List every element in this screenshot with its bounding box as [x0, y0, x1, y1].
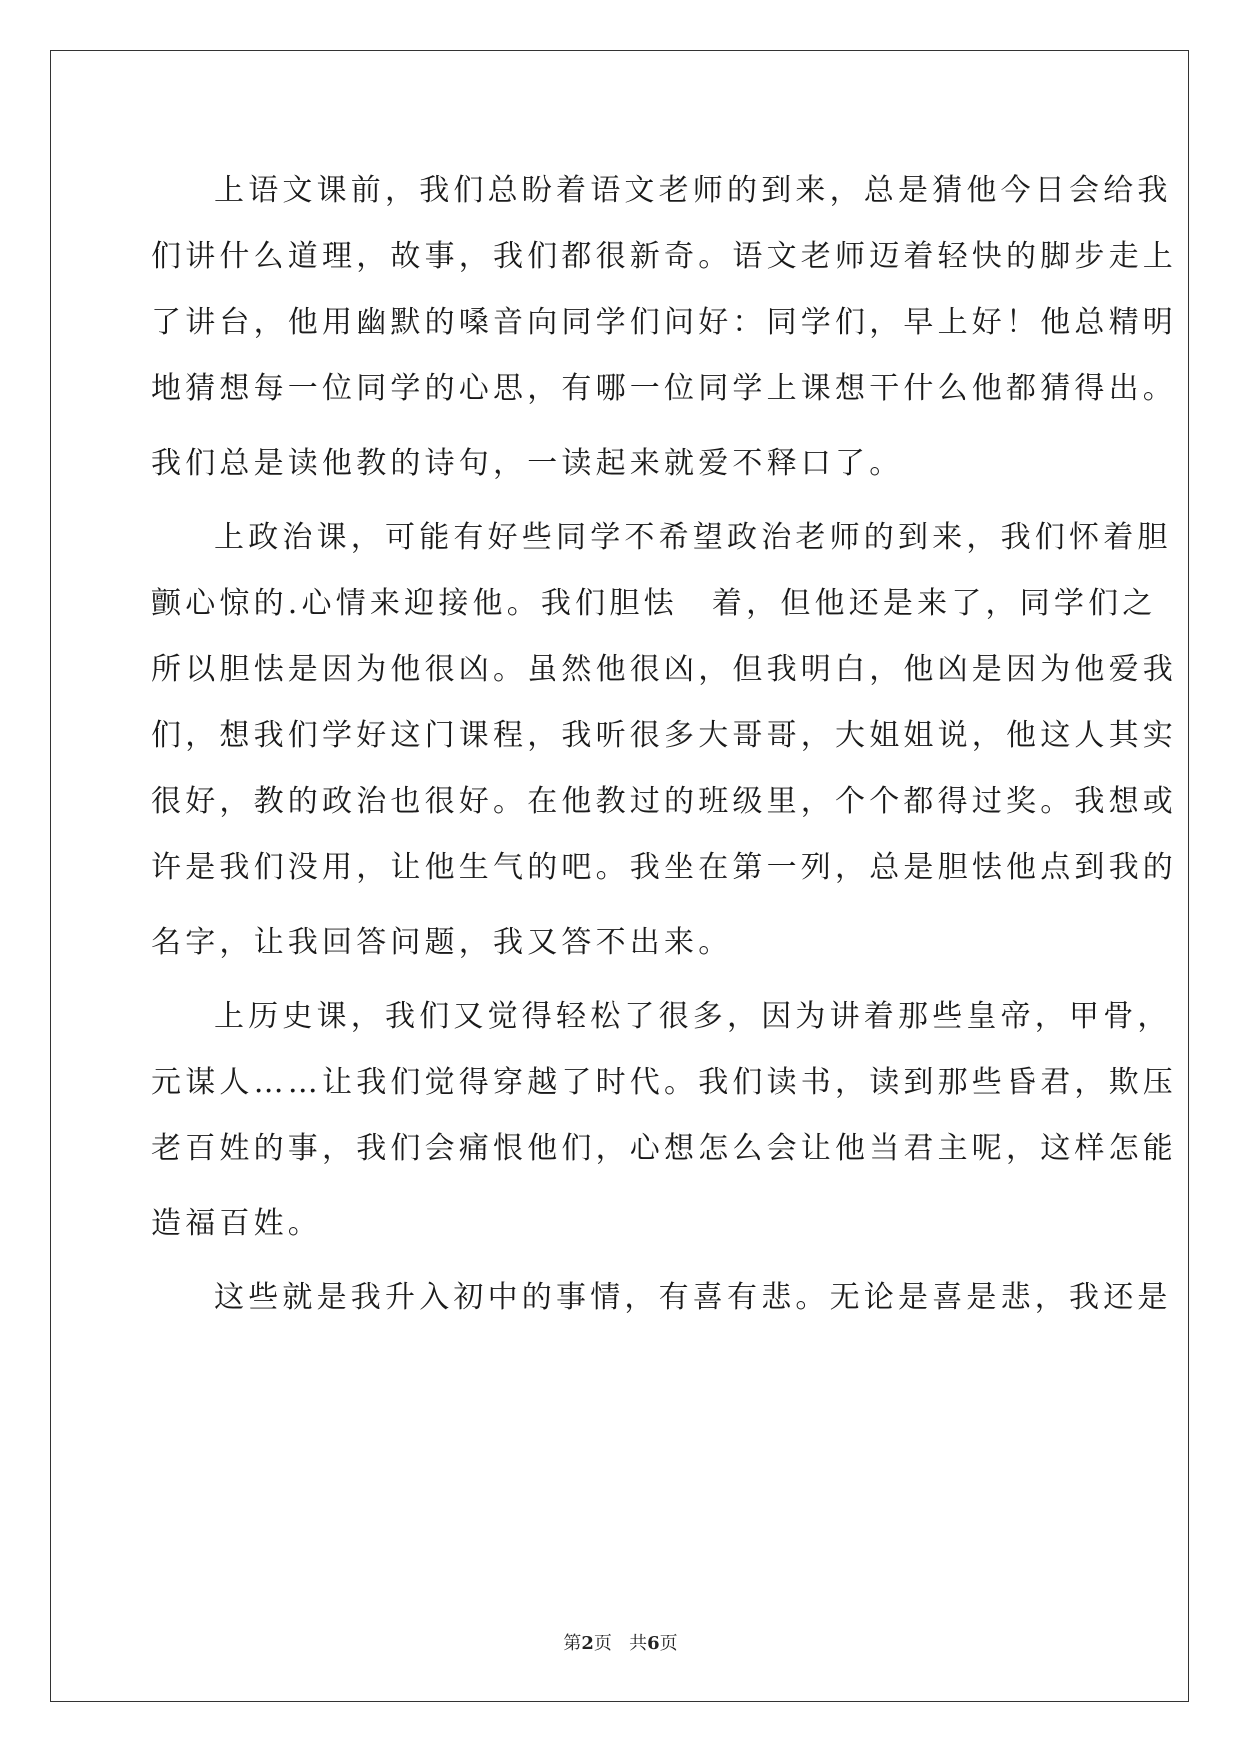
page-footer: [0, 1629, 1241, 1655]
footer-total-word: 页: [659, 1633, 678, 1654]
paragraph-2-line-4: 们，想我们学好这门课程，我听很多大哥哥，大姐姐说，他这人其实: [151, 718, 1177, 753]
paragraph-3-line-3: 老百姓的事，我们会痛恨他们，心想怎么会让他当君主呢，这样怎能: [151, 1131, 1177, 1166]
paragraph-1-line-5: 我们总是读他教的诗句，一读起来就爱不释口了。: [151, 446, 904, 481]
paragraph-1-line-4: 地猜想每一位同学的心思，有哪一位同学上课想干什么他都猜得出。: [151, 371, 1177, 406]
paragraph-2-line-6: 许是我们没用，让他生气的吧。我坐在第一列，总是胆怯他点到我的: [151, 850, 1177, 885]
paragraph-3-line-4: 造福百姓。: [151, 1206, 322, 1241]
total-pages-number: 6: [647, 1633, 660, 1654]
paragraph-2-line-1: 上政治课，可能有好些同学不希望政治老师的到来，我们怀着胆: [214, 520, 1172, 555]
paragraph-2-line-2: 颤心惊的.心情来迎接他。我们胆怯 着，但他还是来了，同学们之: [151, 586, 1157, 621]
paragraph-2-line-3: 所以胆怯是因为他很凶。虽然他很凶，但我明白，他凶是因为他爱我: [151, 652, 1177, 687]
document-body: [151, 158, 1177, 1331]
paragraph-4-line-1: 这些就是我升入初中的事情，有喜有悲。无论是喜是悲，我还是: [214, 1280, 1172, 1315]
paragraph-3-line-2: 元谋人……让我们觉得穿越了时代。我们读书，读到那些昏君，欺压: [151, 1065, 1177, 1100]
paragraph-3-line-1: 上历史课，我们又觉得轻松了很多，因为讲着那些皇帝，甲骨，: [214, 999, 1172, 1034]
current-page-number: 2: [581, 1633, 594, 1654]
paragraph-2-line-5: 很好，教的政治也很好。在他教过的班级里，个个都得过奖。我想或: [151, 784, 1177, 819]
footer-page-word: 页: [593, 1633, 612, 1654]
paragraph-1-line-1: 上语文课前，我们总盼着语文老师的到来，总是猜他今日会给我: [214, 173, 1172, 208]
footer-total-prefix: 共: [629, 1633, 648, 1654]
footer-prefix: 第: [563, 1633, 582, 1654]
paragraph-2-line-7: 名字，让我回答问题，我又答不出来。: [151, 925, 733, 960]
paragraph-1-line-2: 们讲什么道理，故事，我们都很新奇。语文老师迈着轻快的脚步走上: [151, 239, 1177, 274]
paragraph-1-line-3: 了讲台，他用幽默的嗓音向同学们问好：同学们，早上好！他总精明: [151, 305, 1177, 340]
